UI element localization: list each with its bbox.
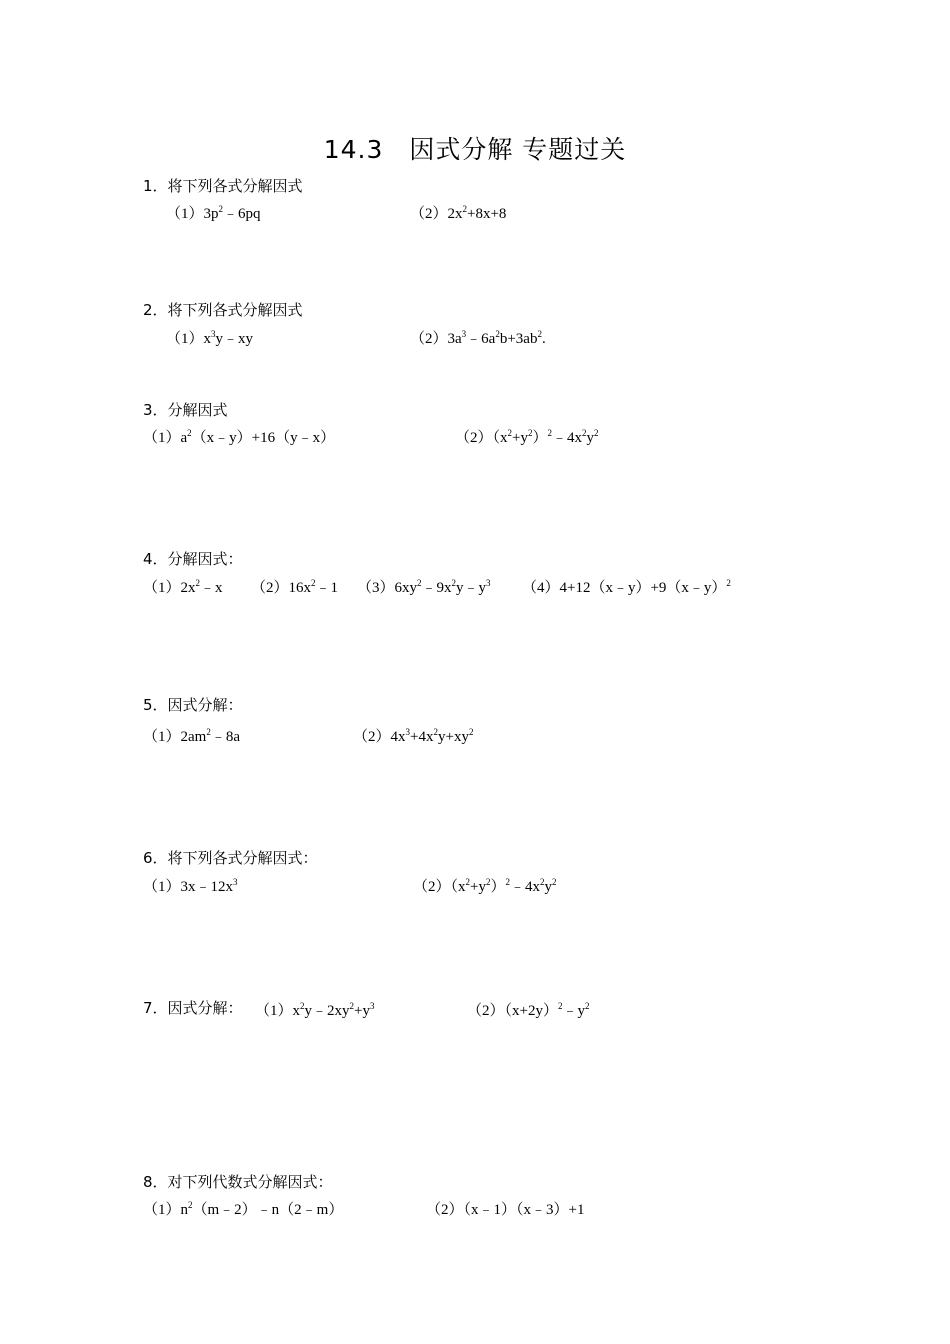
- question-4-part-1: $(1)2x^2﹣x$: [143, 578, 223, 596]
- question-4-part-4: （4）4+12（x﹣y）+9（x﹣y）$^2$: [522, 578, 731, 596]
- question-6-part-1: $(1)3x﹣12x^3$: [143, 877, 238, 895]
- question-3-part-2: $(2)(x^2+y^2)^2﹣4x^2y^2$: [455, 428, 599, 446]
- question-4-part-2: $(2)16x^2﹣1$: [251, 578, 339, 596]
- question-1-part-2: $(2)2x^2+8x+8$: [410, 204, 507, 222]
- question-8-part-1: $(1)n^2(m﹣2)﹣n(2﹣m)$: [143, 1200, 344, 1218]
- question-7-heading: 7．因式分解：: [143, 999, 243, 1017]
- question-3-part-1: $(1)a^2(x﹣y)+16(y﹣x)$: [143, 428, 336, 446]
- page-title: 14.3 因式分解 专题过关: [323, 135, 627, 164]
- question-5-part-2: $(2)4x^3+4x^2y+xy^2$: [353, 727, 474, 745]
- question-2-heading: 2．将下列各式分解因式: [143, 301, 303, 319]
- question-4-part-3: $(3)6xy^2﹣9x^2y﹣y^3$: [357, 578, 491, 596]
- question-7-part-2: $(2)(x+2y)^2﹣y^2$: [467, 1001, 590, 1019]
- question-1-heading: 1．将下列各式分解因式: [143, 177, 303, 195]
- question-2-part-1: $(1)x^3y﹣xy$: [166, 329, 254, 347]
- question-4-heading: 4．分解因式：: [143, 550, 243, 568]
- question-2-part-2: $(2)3a^3﹣6a^2b+3ab^2$.: [410, 329, 546, 347]
- question-5-heading: 5．因式分解：: [143, 696, 243, 714]
- question-6-heading: 6．将下列各式分解因式：: [143, 849, 318, 867]
- question-6-part-2: $(2)(x^2+y^2)^2﹣4x^2y^2$: [413, 877, 557, 895]
- question-8-heading: 8．对下列代数式分解因式：: [143, 1173, 333, 1191]
- question-8-part-2: （2）（x﹣1）（x﹣3）+1: [426, 1202, 585, 1218]
- question-5-part-1: $(1)2am^2﹣8a$: [143, 727, 240, 745]
- question-1-part-1: $(1)3p^2﹣6pq$: [166, 204, 261, 222]
- question-3-heading: 3．分解因式: [143, 401, 228, 419]
- question-7-part-1: $(1)x^2y﹣2xy^2+y^3$: [255, 1001, 375, 1019]
